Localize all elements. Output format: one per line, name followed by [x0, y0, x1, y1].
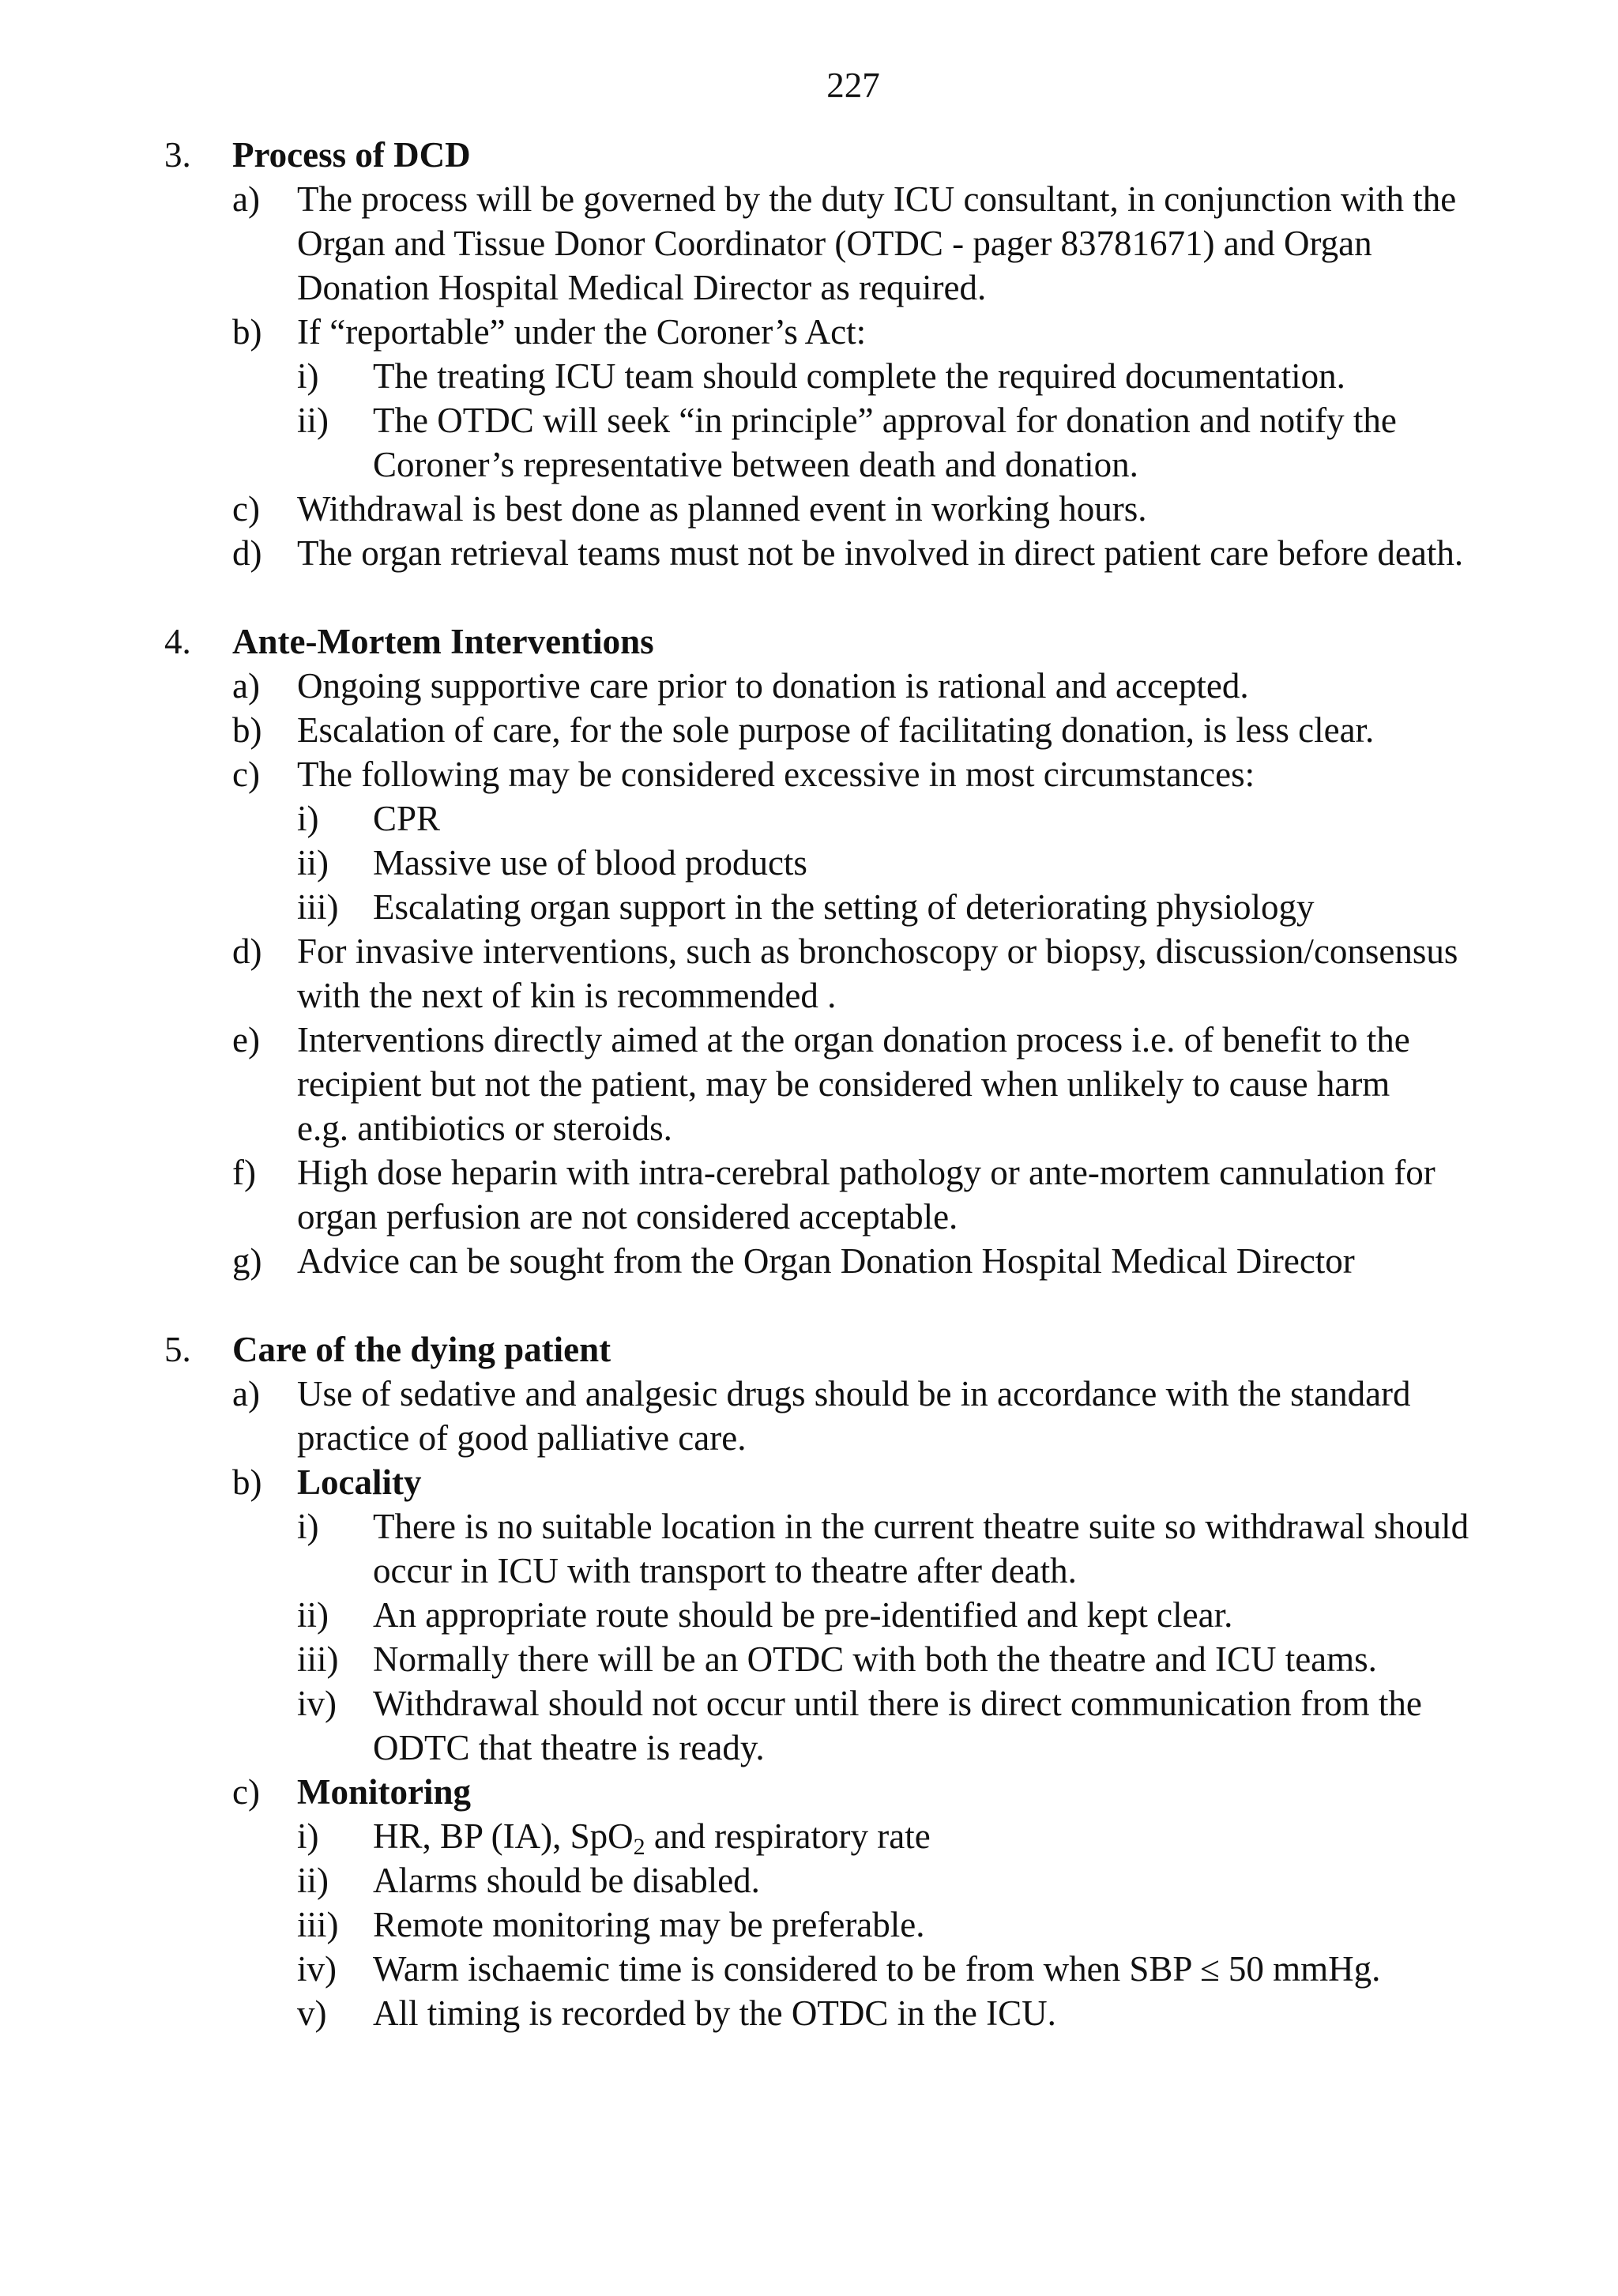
sub-item-text-line: The OTDC will seek “in principle” approval for donation and notify the	[373, 401, 1397, 440]
list-item	[164, 1460, 1539, 1504]
sub-item-text-line: There is no suitable location in the current theatre suite so withdrawal should	[373, 1507, 1469, 1546]
sub-item	[164, 1814, 1539, 1858]
item-title: Locality	[297, 1462, 422, 1502]
list-item	[164, 487, 1539, 531]
list-item	[164, 929, 1539, 1018]
item-marker: a)	[232, 1374, 260, 1413]
sub-item-text-line: Massive use of blood products	[373, 843, 807, 883]
list-item	[164, 1770, 1539, 1814]
item-marker: a)	[232, 666, 260, 706]
spo2-text-after: and respiratory rate	[645, 1816, 931, 1856]
item-text-line: The organ retrieval teams must not be involved in direct patient care before death.	[297, 533, 1464, 573]
sub-item	[164, 354, 1539, 398]
sub-item-marker: ii)	[297, 843, 329, 883]
spo2-text: HR, BP (IA), SpO	[373, 1816, 634, 1856]
sub-item-text-line: Escalating organ support in the setting of deteriorating physiology	[373, 887, 1315, 927]
item-text-line: recipient but not the patient, may be considered when unlikely to cause harm	[297, 1064, 1390, 1104]
sub-item-marker: iii)	[297, 887, 339, 927]
sub-item-marker: ii)	[297, 1861, 329, 1900]
sub-item	[164, 885, 1539, 929]
item-text-line: The process will be governed by the duty ICU consultant, in conjunction with the	[297, 179, 1457, 219]
list-item	[164, 664, 1539, 708]
sub-item-text-line	[373, 1814, 1539, 1858]
spo2-subscript: 2	[633, 1834, 645, 1860]
document-body	[164, 133, 1539, 2080]
section-number: 3.	[164, 135, 191, 175]
sub-item	[164, 841, 1539, 885]
page-number: 227	[826, 66, 880, 105]
sub-item-marker: ii)	[297, 401, 329, 440]
item-text-line: organ perfusion are not considered acceptable.	[297, 1197, 958, 1236]
sub-item-text-line: Remote monitoring may be preferable.	[373, 1905, 925, 1944]
item-text-line: e.g. antibiotics or steroids.	[297, 1108, 672, 1148]
sub-item	[164, 1991, 1539, 2035]
sub-item-marker: iii)	[297, 1905, 339, 1944]
sub-item-marker: ii)	[297, 1595, 329, 1635]
section-title: Care of the dying patient	[232, 1330, 611, 1369]
sub-item-text-line: Normally there will be an OTDC with both the theatre and ICU teams.	[373, 1639, 1377, 1679]
item-text-line: Interventions directly aimed at the organ donation process i.e. of benefit to the	[297, 1020, 1410, 1060]
section-number: 4.	[164, 622, 191, 661]
sub-item-text-line: occur in ICU with transport to theatre after death.	[373, 1551, 1077, 1590]
item-text-line: The following may be considered excessive in most circumstances:	[297, 755, 1255, 794]
item-text-line: For invasive interventions, such as bronchoscopy or biopsy, discussion/consensus	[297, 932, 1458, 971]
list-item	[164, 177, 1539, 310]
sub-item-text-line: The treating ICU team should complete the required documentation.	[373, 356, 1345, 396]
sub-item	[164, 398, 1539, 487]
sub-item	[164, 1637, 1539, 1681]
item-marker: g)	[232, 1241, 262, 1281]
sub-item-text-line: An appropriate route should be pre-identified and kept clear.	[373, 1595, 1233, 1635]
item-text-line: Use of sedative and analgesic drugs should be in accordance with the standard	[297, 1374, 1411, 1413]
item-marker: f)	[232, 1153, 256, 1192]
sub-item-marker: iii)	[297, 1639, 339, 1679]
item-text-line: High dose heparin with intra-cerebral pathology or ante-mortem cannulation for	[297, 1153, 1436, 1192]
list-item	[164, 1239, 1539, 1283]
item-marker: c)	[232, 755, 260, 794]
item-marker: b)	[232, 1462, 262, 1502]
sub-item	[164, 1504, 1539, 1593]
item-text-line: with the next of kin is recommended .	[297, 976, 837, 1015]
item-text-line: Withdrawal is best done as planned event in working hours.	[297, 489, 1147, 529]
sub-item	[164, 1593, 1539, 1637]
list-item	[164, 531, 1539, 575]
list-item	[164, 1150, 1539, 1239]
sub-item	[164, 796, 1539, 841]
item-text-line: Ongoing supportive care prior to donation is rational and accepted.	[297, 666, 1249, 706]
sub-item-marker: i)	[297, 1507, 319, 1546]
item-marker: b)	[232, 710, 262, 750]
sub-item-marker: i)	[297, 799, 319, 838]
item-text-line: Organ and Tissue Donor Coordinator (OTDC - pager 83781671) and Organ	[297, 224, 1372, 263]
section-5	[164, 1327, 1539, 2035]
item-text-line: If “reportable” under the Coroner’s Act:	[297, 312, 867, 352]
sub-item-text-line: Coroner’s representative between death and donation.	[373, 445, 1138, 484]
sub-item	[164, 1947, 1539, 1991]
item-marker: b)	[232, 312, 262, 352]
section-title: Process of DCD	[232, 135, 471, 175]
section-heading	[164, 133, 1539, 177]
sub-item-text-line: Withdrawal should not occur until there is direct communication from the	[373, 1684, 1422, 1723]
item-text-line: practice of good palliative care.	[297, 1418, 747, 1458]
item-text-line: Advice can be sought from the Organ Donation Hospital Medical Director	[297, 1241, 1355, 1281]
section-3	[164, 133, 1539, 575]
item-text-line: Escalation of care, for the sole purpose of facilitating donation, is less clear.	[297, 710, 1375, 750]
item-marker: d)	[232, 533, 262, 573]
item-marker: c)	[232, 489, 260, 529]
item-marker: a)	[232, 179, 260, 219]
sub-item-text-line: CPR	[373, 799, 441, 838]
sub-item-marker: i)	[297, 356, 319, 396]
list-item	[164, 1018, 1539, 1150]
sub-item-text-line: Alarms should be disabled.	[373, 1861, 760, 1900]
sub-item-marker: iv)	[297, 1684, 337, 1723]
sub-item	[164, 1903, 1539, 1947]
sub-item-marker: i)	[297, 1816, 319, 1856]
item-marker: e)	[232, 1020, 260, 1060]
section-heading	[164, 619, 1539, 664]
sub-item-marker: v)	[297, 1993, 327, 2033]
item-text-line: Donation Hospital Medical Director as required.	[297, 268, 987, 307]
section-title: Ante-Mortem Interventions	[232, 622, 654, 661]
list-item	[164, 310, 1539, 354]
section-number: 5.	[164, 1330, 191, 1369]
item-marker: d)	[232, 932, 262, 971]
item-title: Monitoring	[297, 1772, 471, 1812]
sub-item-text-line: ODTC that theatre is ready.	[373, 1728, 765, 1767]
list-item	[164, 1372, 1539, 1460]
list-item	[164, 708, 1539, 752]
section-4	[164, 619, 1539, 1283]
sub-item	[164, 1858, 1539, 1903]
section-heading	[164, 1327, 1539, 1372]
list-item	[164, 752, 1539, 796]
item-marker: c)	[232, 1772, 260, 1812]
sub-item	[164, 1681, 1539, 1770]
sub-item-marker: iv)	[297, 1949, 337, 1989]
sub-item-text-line: All timing is recorded by the OTDC in the ICU.	[373, 1993, 1056, 2033]
sub-item-text-line: Warm ischaemic time is considered to be from when SBP ≤ 50 mmHg.	[373, 1949, 1381, 1989]
